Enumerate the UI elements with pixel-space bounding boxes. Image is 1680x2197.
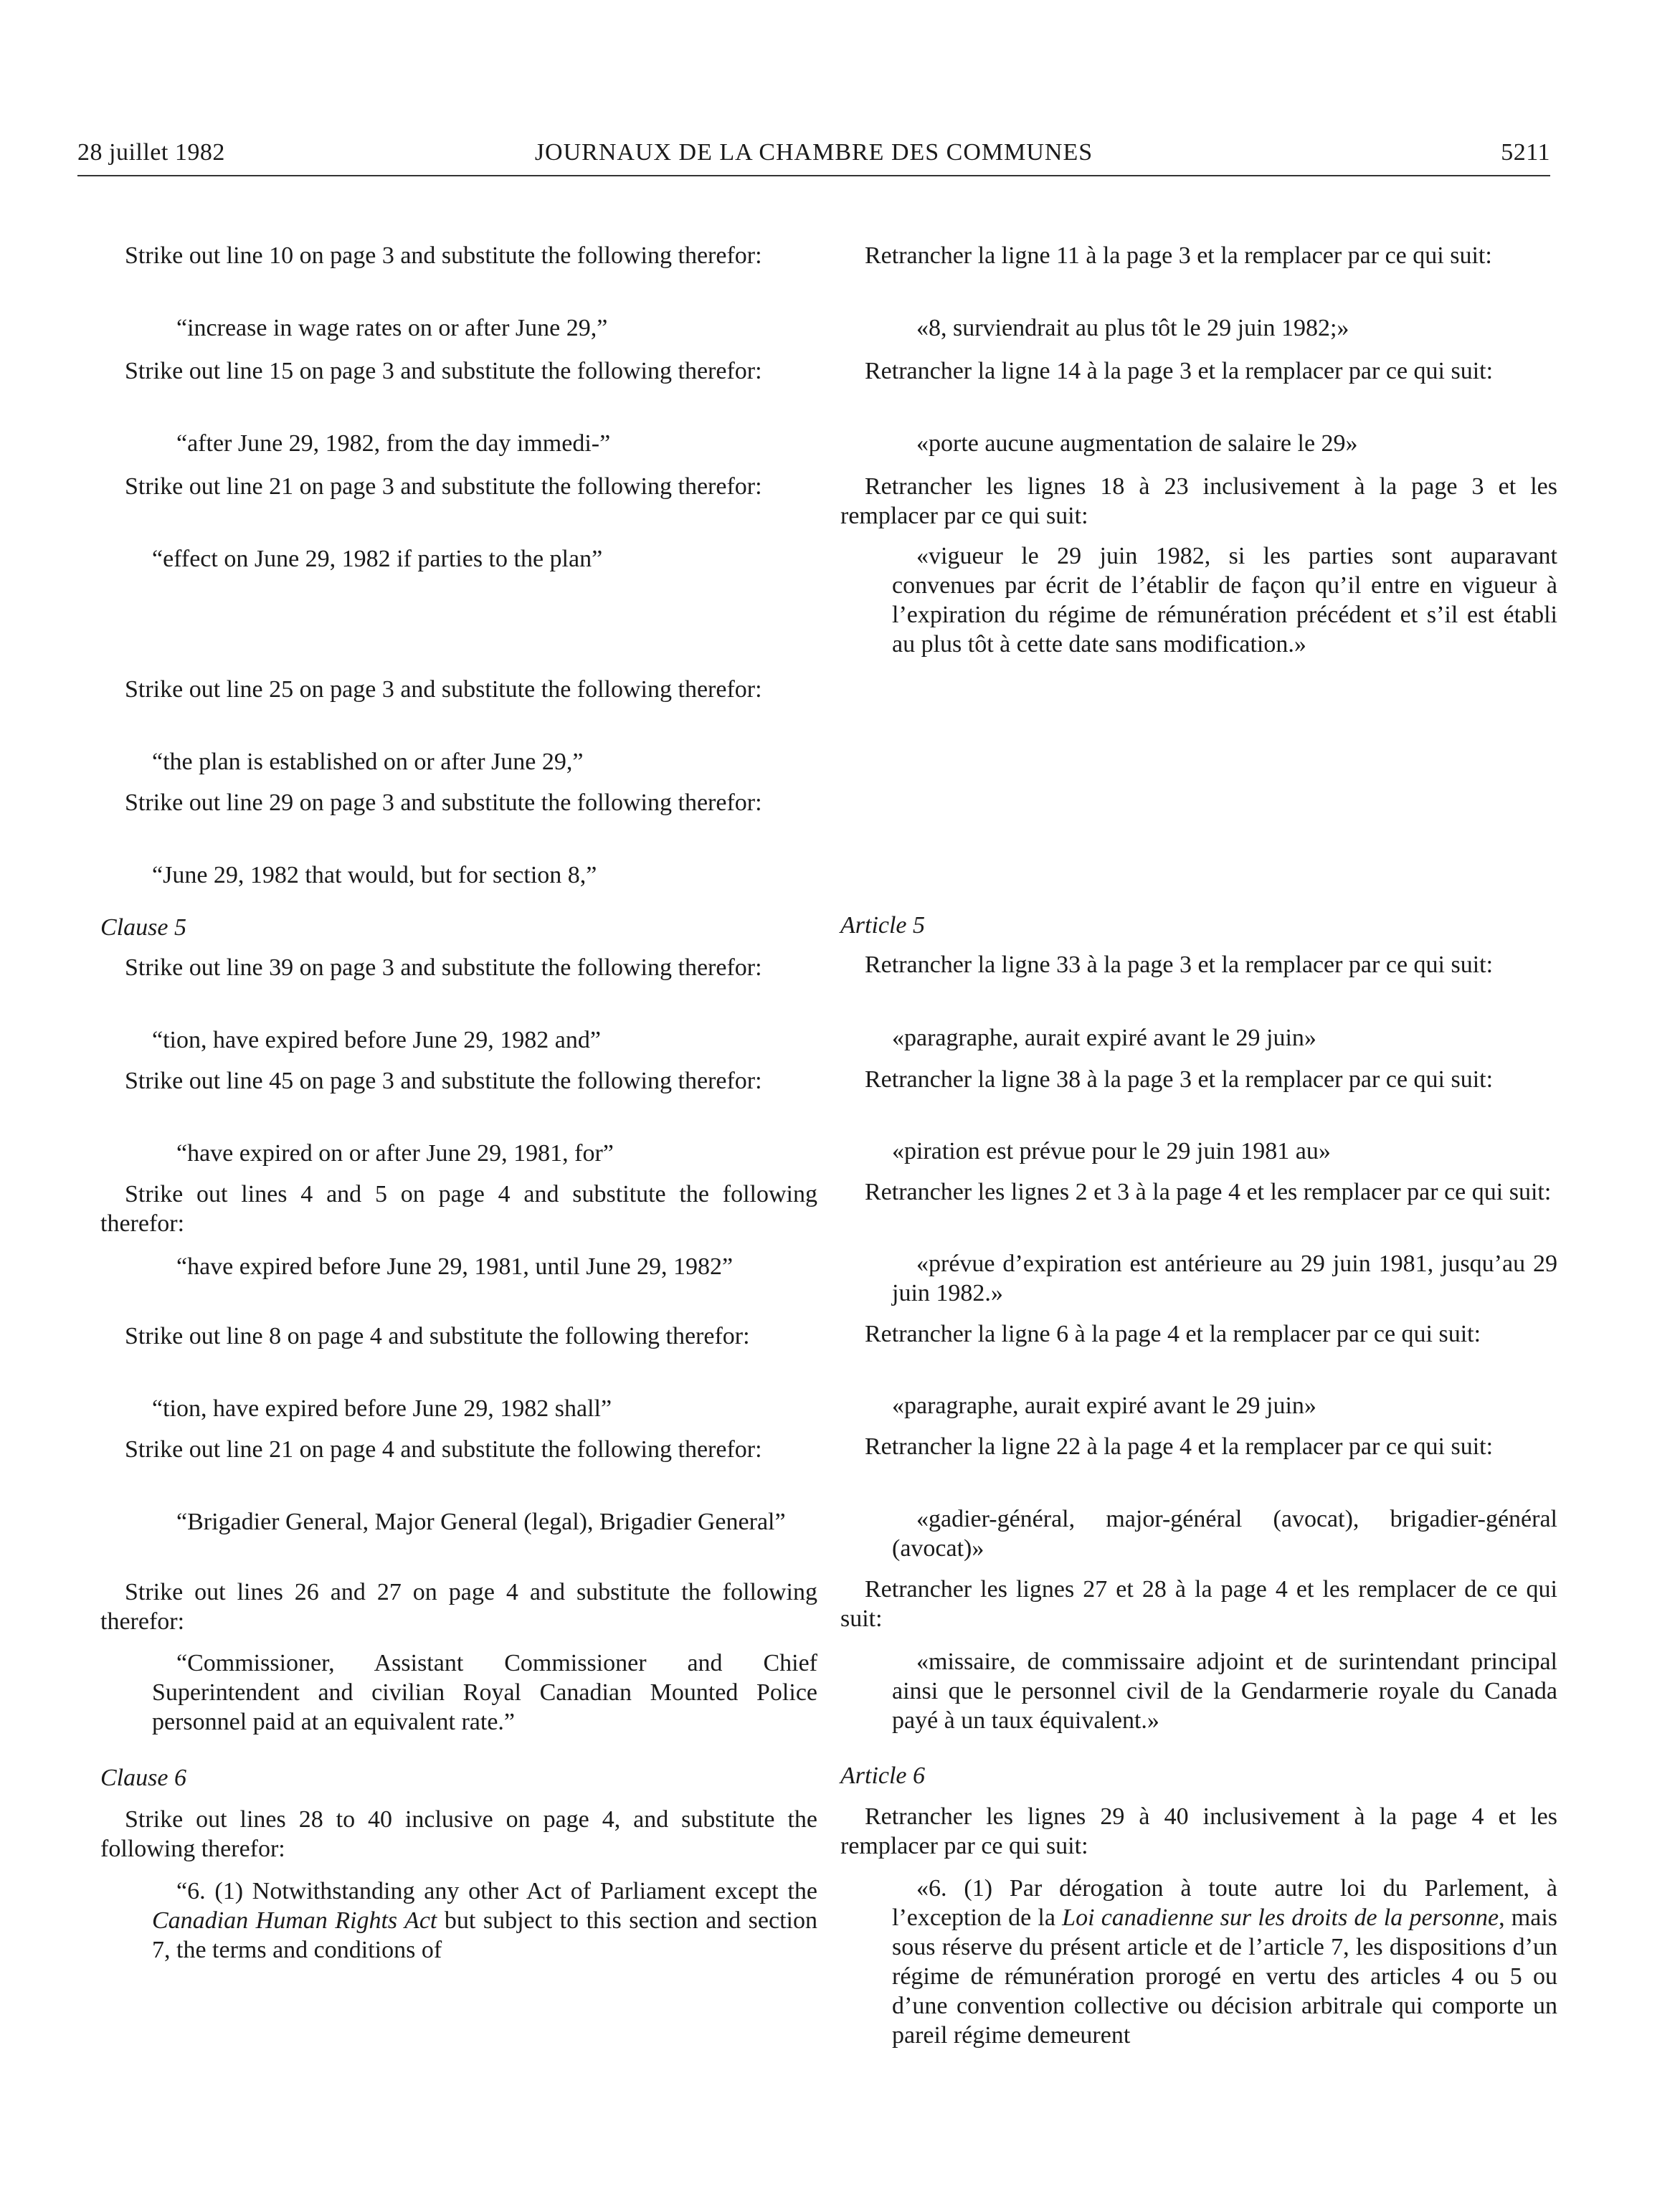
amendment-instruction: Retrancher les lignes 27 et 28 à la page 4 et les remplacer de ce qui suit:: [840, 1576, 1557, 1632]
amendment-instruction: Strike out lines 26 and 27 on page 4 and substitute the following therefor:: [100, 1579, 817, 1635]
amendment-instruction: Retrancher la ligne 11 à la page 3 et la remplacer par ce qui suit:: [865, 242, 1492, 269]
amendment-instruction: Retrancher la ligne 6 à la page 4 et la remplacer par ce qui suit:: [865, 1321, 1481, 1347]
header-date: 28 juillet 1982: [77, 139, 225, 166]
amendment-instruction: Strike out line 10 on page 3 and substitute the following therefor:: [125, 242, 762, 269]
amendment-instruction: Strike out line 8 on page 4 and substitute the following therefor:: [125, 1323, 750, 1349]
amendment-text: “June 29, 1982 that would, but for section 8,”: [152, 862, 597, 888]
amendment-text: “after June 29, 1982, from the day immedi-”: [176, 430, 611, 457]
amendment-text: «gadier-général, major-général (avocat), brigadier-général (avocat)»: [892, 1506, 1557, 1562]
amendment-text: «paragraphe, aurait expiré avant le 29 juin»: [892, 1025, 1316, 1051]
amendment-text: «vigueur le 29 juin 1982, si les parties sont auparavant convenues par écrit de l’établir de façon qu’il entre en vigueur à l’expiration du régime de rémunération précédent et s’il est établi au plus tôt à cette date sans modification.»: [892, 543, 1557, 658]
amendment-text: “have expired on or after June 29, 1981, for”: [176, 1140, 614, 1167]
page-number: 5211: [1501, 139, 1550, 166]
amendment-text: «8, surviendrait au plus tôt le 29 juin 1982;»: [916, 315, 1349, 341]
amendment-instruction: Strike out line 39 on page 3 and substitute the following therefor:: [125, 954, 762, 981]
amendment-instruction: Retrancher la ligne 22 à la page 4 et la remplacer par ce qui suit:: [865, 1433, 1494, 1460]
amendment-instruction: Strike out line 21 on page 4 and substitute the following therefor:: [125, 1436, 762, 1463]
amendment-text: “Brigadier General, Major General (legal), Brigadier General”: [176, 1509, 786, 1535]
amendment-text: “the plan is established on or after June 29,”: [152, 749, 584, 775]
amendment-instruction: Strike out line 29 on page 3 and substitute the following therefor:: [125, 789, 762, 816]
amendment-text: “Commissioner, Assistant Commissioner and Chief Superintendent and civilian Royal Canadian Mounted Police personnel paid at an equivalent rate.”: [152, 1650, 817, 1735]
amendment-text: “tion, have expired before June 29, 1982 shall”: [152, 1395, 612, 1422]
amendment-text: “6. (1) Notwithstanding any other Act of Parliament except the Canadian Human Rights Act but subject to this section and section 7, the terms and conditions of: [152, 1878, 817, 1963]
amendment-instruction: Retrancher les lignes 18 à 23 inclusivement à la page 3 et les remplacer par ce qui suit:: [840, 473, 1557, 529]
clause-heading: Clause 6: [100, 1765, 186, 1791]
amendment-instruction: Strike out line 25 on page 3 and substitute the following therefor:: [125, 676, 762, 703]
article-heading: Article 5: [840, 912, 926, 939]
amendment-instruction: Retrancher la ligne 38 à la page 3 et la remplacer par ce qui suit:: [865, 1066, 1494, 1093]
amendment-text: “tion, have expired before June 29, 1982 and”: [152, 1027, 601, 1053]
amendment-text: “have expired before June 29, 1981, until June 29, 1982”: [176, 1253, 734, 1280]
amendment-instruction: Retrancher la ligne 14 à la page 3 et la remplacer par ce qui suit:: [865, 358, 1494, 384]
article-heading: Article 6: [840, 1762, 926, 1789]
journal-title: JOURNAUX DE LA CHAMBRE DES COMMUNES: [534, 139, 1093, 166]
page-header: [77, 135, 1550, 176]
amendment-instruction: Strike out line 45 on page 3 and substitute the following therefor:: [125, 1068, 762, 1094]
amendment-text: «missaire, de commissaire adjoint et de surintendant principal ainsi que le personnel civil de la Gendarmerie royale du Canada payé à un taux équivalent.»: [892, 1648, 1557, 1734]
amendment-text: «6. (1) Par dérogation à toute autre loi du Parlement, à l’exception de la Loi canadienne sur les droits de la personne, mais sous réserve du présent article et de l’article 7, les dispositions d’un régime de rémunération prorogé en vertu des articles 4 ou 5 ou d’une convention collective ou décision arbitrale qui comporte un pareil régime demeurent: [892, 1875, 1558, 2049]
amendment-instruction: Strike out lines 28 to 40 inclusive on page 4, and substitute the following therefor:: [100, 1806, 817, 1862]
amendment-text: «prévue d’expiration est antérieure au 29 juin 1981, jusqu’au 29 juin 1982.»: [892, 1251, 1557, 1306]
amendment-instruction: Retrancher la ligne 33 à la page 3 et la remplacer par ce qui suit:: [865, 952, 1494, 978]
amendment-text: “increase in wage rates on or after June 29,”: [176, 315, 608, 341]
amendment-text: «paragraphe, aurait expiré avant le 29 juin»: [892, 1392, 1316, 1419]
amendment-instruction: Strike out line 15 on page 3 and substitute the following therefor:: [125, 358, 762, 384]
act-title: Loi canadienne sur les droits de la personne: [1062, 1904, 1499, 1931]
amendment-instruction: Strike out lines 4 and 5 on page 4 and substitute the following therefor:: [100, 1181, 817, 1237]
amendment-instruction: Retrancher les lignes 2 et 3 à la page 4 et les remplacer par ce qui suit:: [865, 1179, 1552, 1205]
amendment-text: “effect on June 29, 1982 if parties to the plan”: [152, 546, 603, 572]
amendment-instruction: Strike out line 21 on page 3 and substitute the following therefor:: [125, 473, 762, 500]
amendment-text: «porte aucune augmentation de salaire le 29»: [916, 430, 1358, 457]
clause-heading: Clause 5: [100, 914, 186, 941]
act-title: Canadian Human Rights Act: [152, 1907, 437, 1934]
amendment-text: «piration est prévue pour le 29 juin 1981 au»: [892, 1138, 1331, 1164]
amendment-instruction: Retrancher les lignes 29 à 40 inclusivement à la page 4 et les remplacer par ce qui suit:: [840, 1803, 1557, 1859]
